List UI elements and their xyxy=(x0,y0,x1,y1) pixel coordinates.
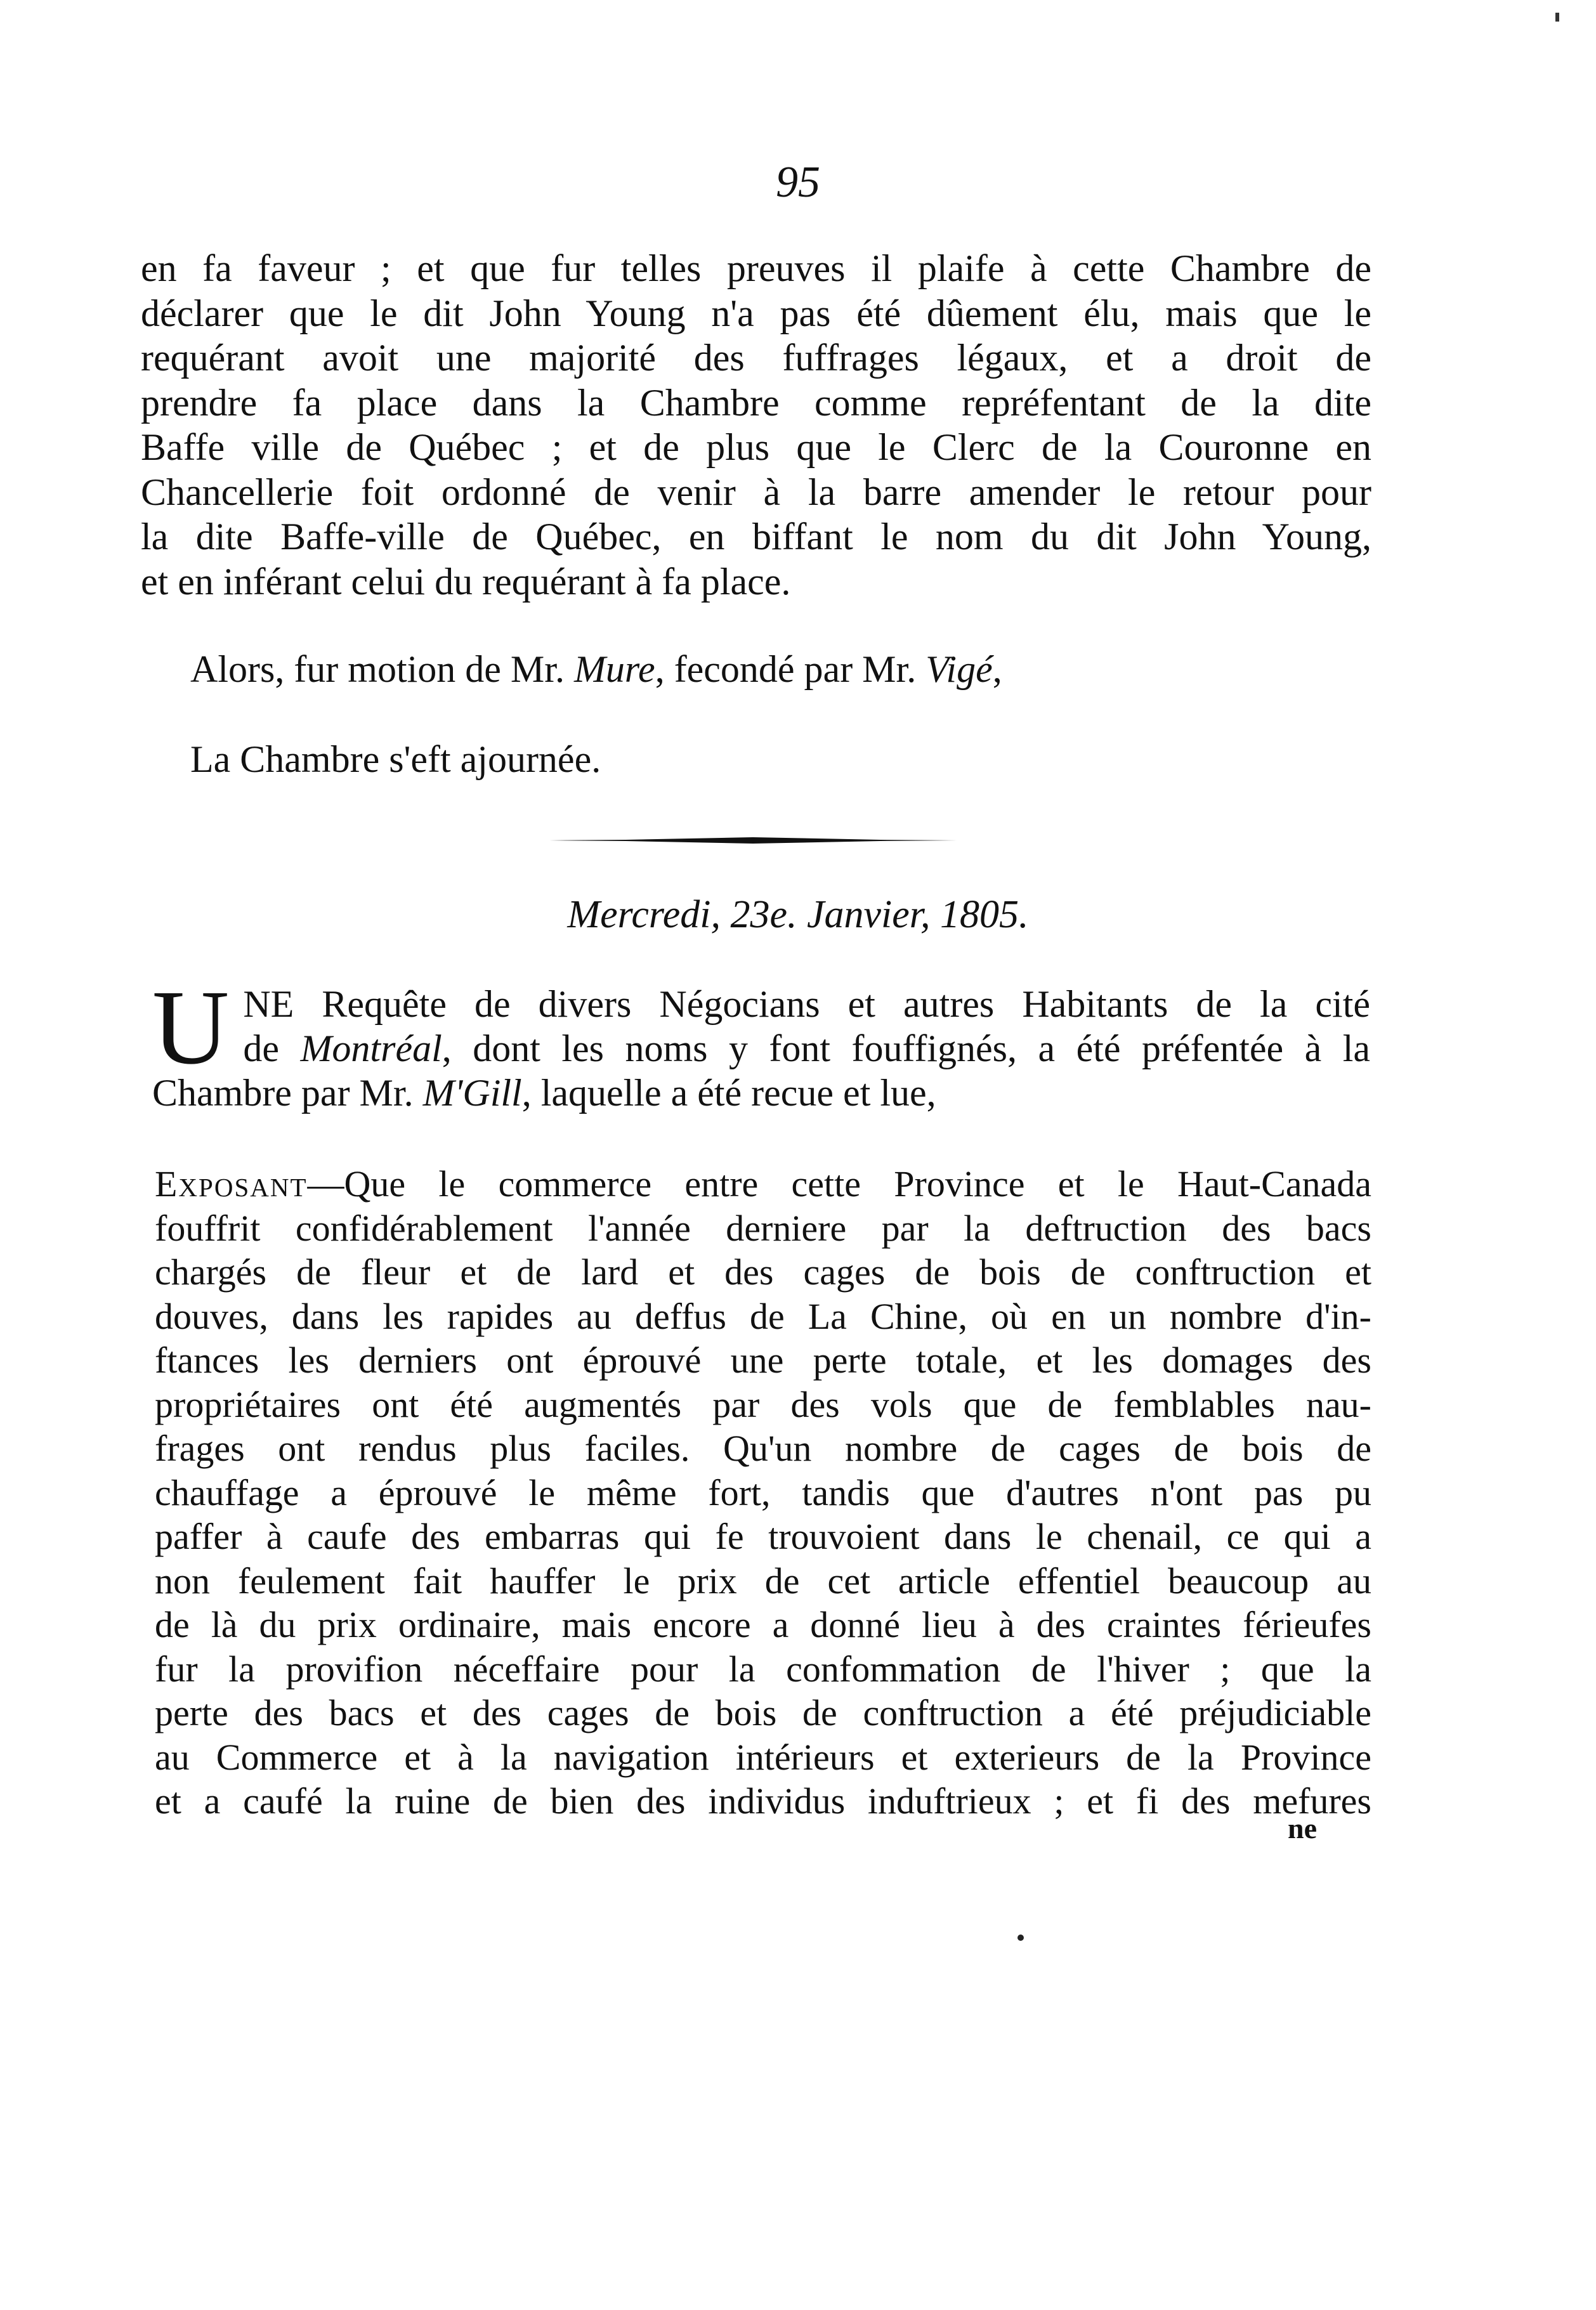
text-line: fouffrit confidérablement l'année derniere par la deftruction des bacs xyxy=(155,1207,1371,1249)
text-line: fur la provifion néceffaire pour la confommation de l'hiver ; que la xyxy=(155,1648,1371,1690)
motion-name-vige: Vigé xyxy=(926,648,993,690)
ink-speck xyxy=(1555,13,1559,22)
page-number: 95 xyxy=(776,158,820,207)
text-line: ftances les derniers ont éprouvé une perte totale, et les domages des xyxy=(155,1340,1371,1381)
motion-prefix: Alors, fur motion de Mr. xyxy=(190,648,574,690)
text-line: paffer à caufe des embarras qui fe trouvoient dans le chenail, ce qui a xyxy=(155,1516,1371,1557)
text-line xyxy=(155,1162,1371,1206)
text-line: prendre fa place dans la Chambre comme repréfentant de la dite xyxy=(141,381,1371,424)
adjournment-line: La Chambre s'eft ajournée. xyxy=(190,738,601,780)
text-line: et en inférant celui du requérant à fa place. xyxy=(141,560,791,603)
drop-cap: U xyxy=(152,969,230,1086)
text-line: en fa faveur ; et que fur telles preuves il plaife à cette Chambre de xyxy=(141,247,1371,289)
text-line: au Commerce et à la navigation intérieurs et exterieurs de la Province xyxy=(155,1736,1371,1778)
text-line: la dite Baffe-ville de Québec, en biffant le nom du dit John Young, xyxy=(141,516,1371,558)
motion-name-mure: Mure xyxy=(573,648,655,690)
text-fragment: Chambre par Mr. xyxy=(152,1072,423,1114)
text-line: chargés de fleur et de lard et des cages de bois de conftruction et xyxy=(155,1251,1371,1293)
motion-suffix: , xyxy=(992,648,1002,690)
text-line: requérant avoit une majorité des fuffrages légaux, et a droit de xyxy=(141,337,1371,379)
requete-paragraph xyxy=(152,969,1370,1115)
text-line xyxy=(152,1026,1370,1071)
petition-conclusion-paragraph xyxy=(141,246,1371,604)
text-line: douves, dans les rapides au deffus de La Chine, où en un nombre d'in- xyxy=(155,1295,1371,1337)
ink-speck xyxy=(1017,1935,1024,1941)
catchword: ne xyxy=(1288,1812,1317,1844)
text-line xyxy=(152,1071,1370,1115)
motion-middle: , fecondé par Mr. xyxy=(655,648,926,690)
text-line: et a caufé la ruine de bien des individus induftrieux ; et fi des mefures xyxy=(155,1780,1371,1822)
text-line: NE Requête de divers Négocians et autres Habitants de la cité xyxy=(243,983,1370,1025)
exposant-label: Exposant xyxy=(155,1163,308,1204)
exposant-paragraph xyxy=(155,1162,1371,1824)
text-line: chauffage a éprouvé le même fort, tandis que d'autres n'ont pas pu xyxy=(155,1471,1371,1513)
motion-line xyxy=(190,647,1383,691)
text-line: Chancellerie foit ordonné de venir à la barre amender le retour pour xyxy=(141,471,1371,513)
text-line: non feulement fait hauffer le prix de cet article effentiel beaucoup au xyxy=(155,1560,1371,1602)
text-line: perte des bacs et des cages de bois de conftruction a été préjudiciable xyxy=(155,1692,1371,1733)
text-fragment: , laquelle a été recue et lue, xyxy=(521,1072,936,1114)
text-fragment: de xyxy=(243,1028,301,1069)
text-line: Baffe ville de Québec ; et de plus que le Clerc de la Couronne en xyxy=(141,426,1371,468)
text-line: déclarer que le dit John Young n'a pas été dûement élu, mais que le xyxy=(141,292,1371,334)
place-montreal: Montréal xyxy=(300,1028,442,1069)
text-line: de là du prix ordinaire, mais encore a donné lieu à des craintes férieufes xyxy=(155,1604,1371,1645)
text-line: frages ont rendus plus faciles. Qu'un nombre de cages de bois de xyxy=(155,1428,1371,1469)
text-fragment: —Que le commerce entre cette Province et le Haut-Canada xyxy=(307,1163,1371,1204)
date-heading: Mercredi, 23e. Janvier, 1805. xyxy=(567,893,1029,936)
section-divider-rule xyxy=(549,836,957,845)
name-mgill: M'Gill xyxy=(422,1072,522,1114)
text-line: propriétaires ont été augmentés par des vols que de femblables nau- xyxy=(155,1383,1371,1425)
text-fragment: , dont les noms y font fouffignés, a été préfentée à la xyxy=(442,1028,1370,1069)
